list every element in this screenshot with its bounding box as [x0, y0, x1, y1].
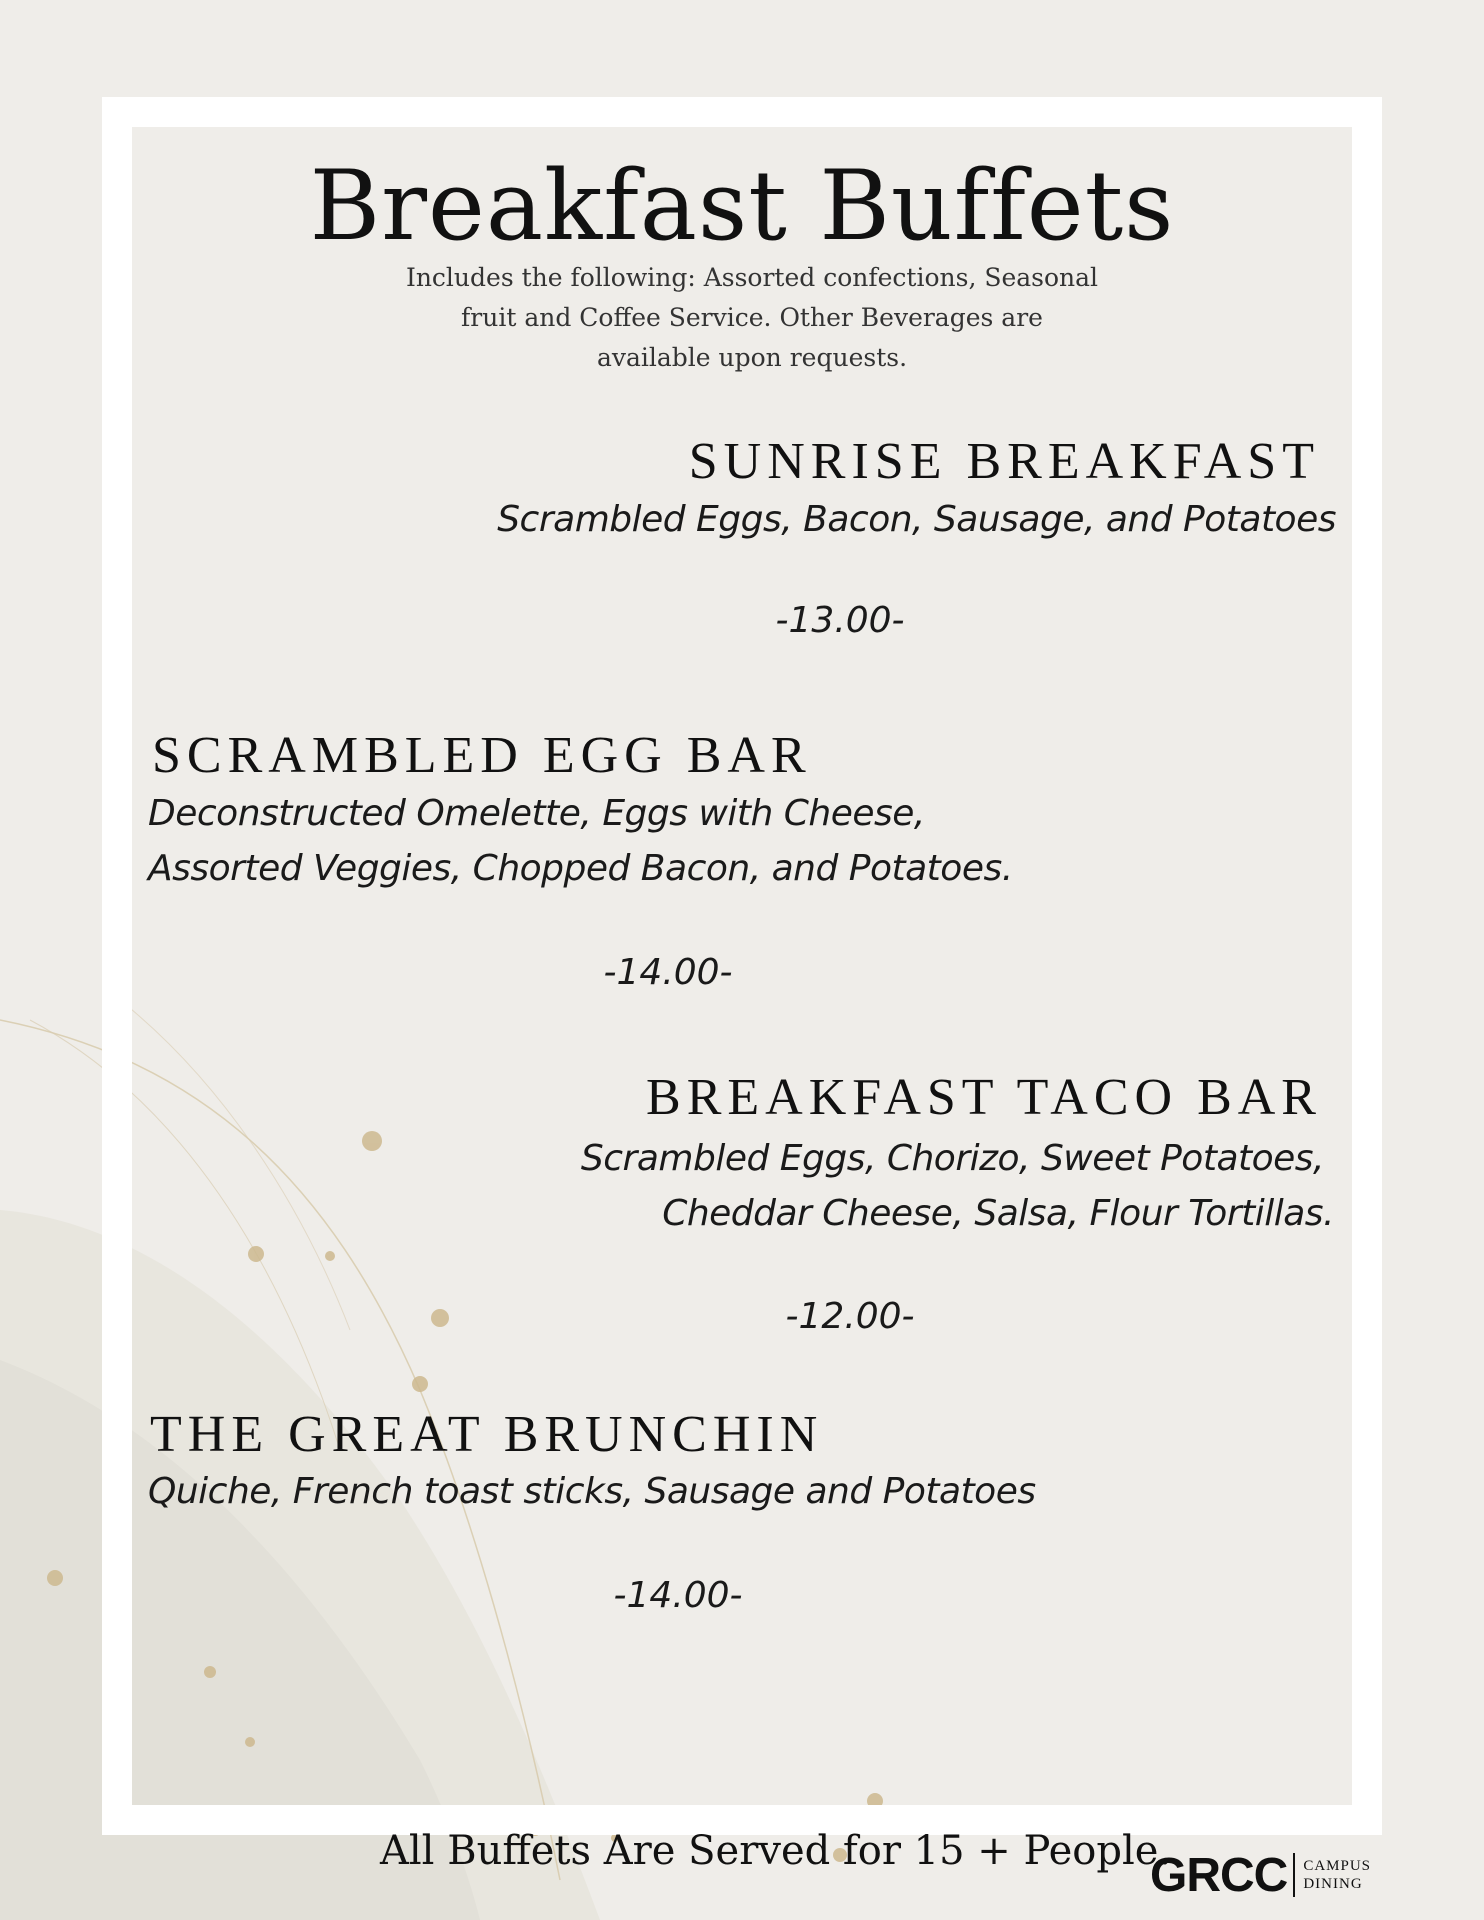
grcc-campus-dining-logo: [1150, 1848, 1371, 1902]
menu-item-description: Deconstructed Omelette, Eggs with Cheese,: [148, 793, 925, 834]
logo-text-line: DINING: [1303, 1876, 1363, 1892]
buffet-inclusions-note: [392, 258, 1112, 378]
menu-item-price: -13.00-: [775, 600, 905, 641]
logo-divider: [1293, 1853, 1295, 1897]
menu-item-title: SUNRISE BREAKFAST: [688, 433, 1320, 490]
menu-item-title: BREAKFAST TACO BAR: [646, 1069, 1322, 1126]
subtitle-line: fruit and Coffee Service. Other Beverages are: [461, 303, 1043, 332]
menu-item-price: -14.00-: [603, 952, 733, 993]
menu-item-title: SCRAMBLED EGG BAR: [152, 727, 812, 784]
footer-note: All Buffets Are Served for 15 + People.: [380, 1828, 1172, 1874]
subtitle-line: available upon requests.: [596, 343, 908, 372]
menu-item-price: -14.00-: [613, 1575, 743, 1616]
subtitle-line: Includes the following: Assorted confections, Seasonal: [405, 263, 1099, 292]
menu-item-price: -12.00-: [785, 1296, 915, 1337]
logo-mark: GRCC: [1150, 1848, 1288, 1902]
menu-item-description: Scrambled Eggs, Chorizo, Sweet Potatoes,: [580, 1138, 1324, 1179]
menu-item-description: Assorted Veggies, Chopped Bacon, and Potatoes.: [148, 848, 1013, 889]
logo-text-line: CAMPUS: [1303, 1858, 1372, 1874]
menu-item-description: Scrambled Eggs, Bacon, Sausage, and Potatoes: [497, 499, 1336, 540]
menu-item-description: Quiche, French toast sticks, Sausage and Potatoes: [148, 1471, 1036, 1512]
page-title: Breakfast Buffets: [309, 150, 1175, 262]
menu-item-title: THE GREAT BRUNCHIN: [150, 1406, 824, 1463]
menu-item-description: Cheddar Cheese, Salsa, Flour Tortillas.: [662, 1193, 1334, 1234]
logo-text: [1303, 1857, 1371, 1893]
